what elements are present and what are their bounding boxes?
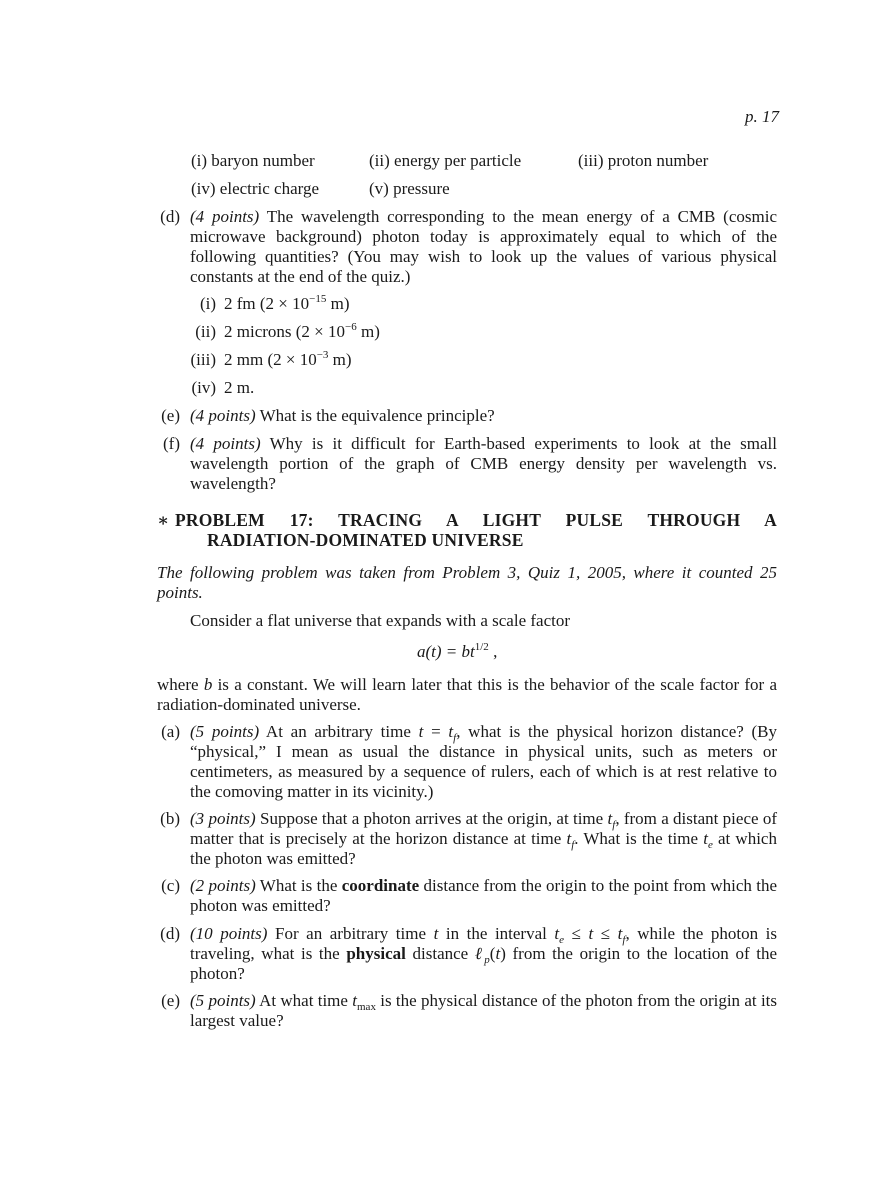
part-b-label: (b) bbox=[160, 809, 180, 828]
option-pressure: (v) pressure bbox=[369, 179, 450, 198]
question-f-label: (f) bbox=[163, 434, 180, 453]
part-a-label: (a) bbox=[161, 722, 180, 741]
option-energy-per-particle: (ii) energy per particle bbox=[369, 151, 522, 170]
part-d-label: (d) bbox=[160, 924, 180, 943]
question-d-body: The wavelength corresponding to the mean energy of a CMB (cosmic microwave background) photon today is approximately equal to which of the following quantities? (You may wish to look up the values of various physical constants at the end of the quiz.) bbox=[190, 207, 777, 286]
problem-title-line2: RADIATION-DOMINATED UNIVERSE bbox=[207, 530, 524, 550]
part-b-text: (3 points) Suppose that a photon arrives at the origin, at time $t_f$, from a distant piece of matter that is precisely at the horizon distance at time $t_f$. What is the time $t_e$ at which the photon was emitted? bbox=[190, 809, 778, 868]
part-c-label: (c) bbox=[161, 876, 180, 895]
page-number: p. 17 bbox=[745, 107, 779, 126]
part-e-label: (e) bbox=[161, 991, 180, 1010]
d-option-ii-label: (ii) bbox=[195, 322, 216, 341]
option-baryon-number: (i) baryon number bbox=[191, 151, 315, 170]
source-note: The following problem was taken from Problem 3, Quiz 1, 2005, where it counted 25 points. bbox=[157, 563, 777, 602]
question-e-label: (e) bbox=[161, 406, 180, 425]
question-f-text: (4 points) Why is it difficult for Earth-based experiments to look at the small wavelength portion of the graph of CMB energy density per wavelength vs. wavelength? bbox=[190, 434, 778, 493]
d-option-iv-label: (iv) bbox=[191, 378, 216, 397]
problem-star: ∗ bbox=[157, 510, 170, 530]
d-option-iii: 2 mm ($2 \times 10^{-3}$ m) bbox=[224, 349, 352, 369]
d-option-iii-label: (iii) bbox=[190, 350, 216, 369]
question-d-points: (4 points) bbox=[190, 207, 260, 226]
part-d-text: (10 points) For an arbitrary time t in the interval $t_e \le t \le t_f$, while the photon is traveling, what is the physical distance ℓ$_p$(t) from the origin to the location of the photon? bbox=[190, 924, 777, 983]
part-e-text: (5 points) At what time $t_{max}$ is the physical distance of the photon from the origin at its largest value? bbox=[190, 991, 778, 1030]
question-d-text bbox=[190, 207, 777, 287]
question-d-label: (d) bbox=[160, 207, 180, 226]
part-c-text: (2 points) What is the coordinate distance from the origin to the point from which the photon was emitted? bbox=[190, 876, 778, 915]
option-proton-number: (iii) proton number bbox=[578, 151, 709, 170]
intro-text: Consider a flat universe that expands with a scale factor bbox=[190, 611, 571, 630]
equation-explanation: where b is a constant. We will learn later that this is the behavior of the scale factor for a radiation-dominated universe. bbox=[157, 675, 778, 714]
d-option-iv: 2 m. bbox=[224, 378, 255, 397]
question-e-text: (4 points) What is the equivalence principle? bbox=[190, 406, 495, 425]
part-a-text: (5 points) At an arbitrary time $t = t_f$, what is the physical horizon distance? (By “physical,” I mean as usual the distance in physical units, such as meters or centimeters, as measured by a sequence of rulers, each of which is at rest relative to the comoving matter in its vicinity.) bbox=[190, 722, 778, 801]
problem-title-line1: PROBLEM 17: TRACING A LIGHT PULSE THROUGH A bbox=[175, 510, 777, 530]
option-electric-charge: (iv) electric charge bbox=[191, 179, 320, 198]
scale-factor-equation: $a(t) = bt^{1/2}$ , bbox=[417, 641, 498, 661]
d-option-ii: 2 microns ($2 \times 10^{-6}$ m) bbox=[224, 321, 380, 341]
d-option-i-label: (i) bbox=[199, 294, 216, 313]
d-option-i: 2 fm ($2 \times 10^{-15}$ m) bbox=[224, 293, 350, 313]
